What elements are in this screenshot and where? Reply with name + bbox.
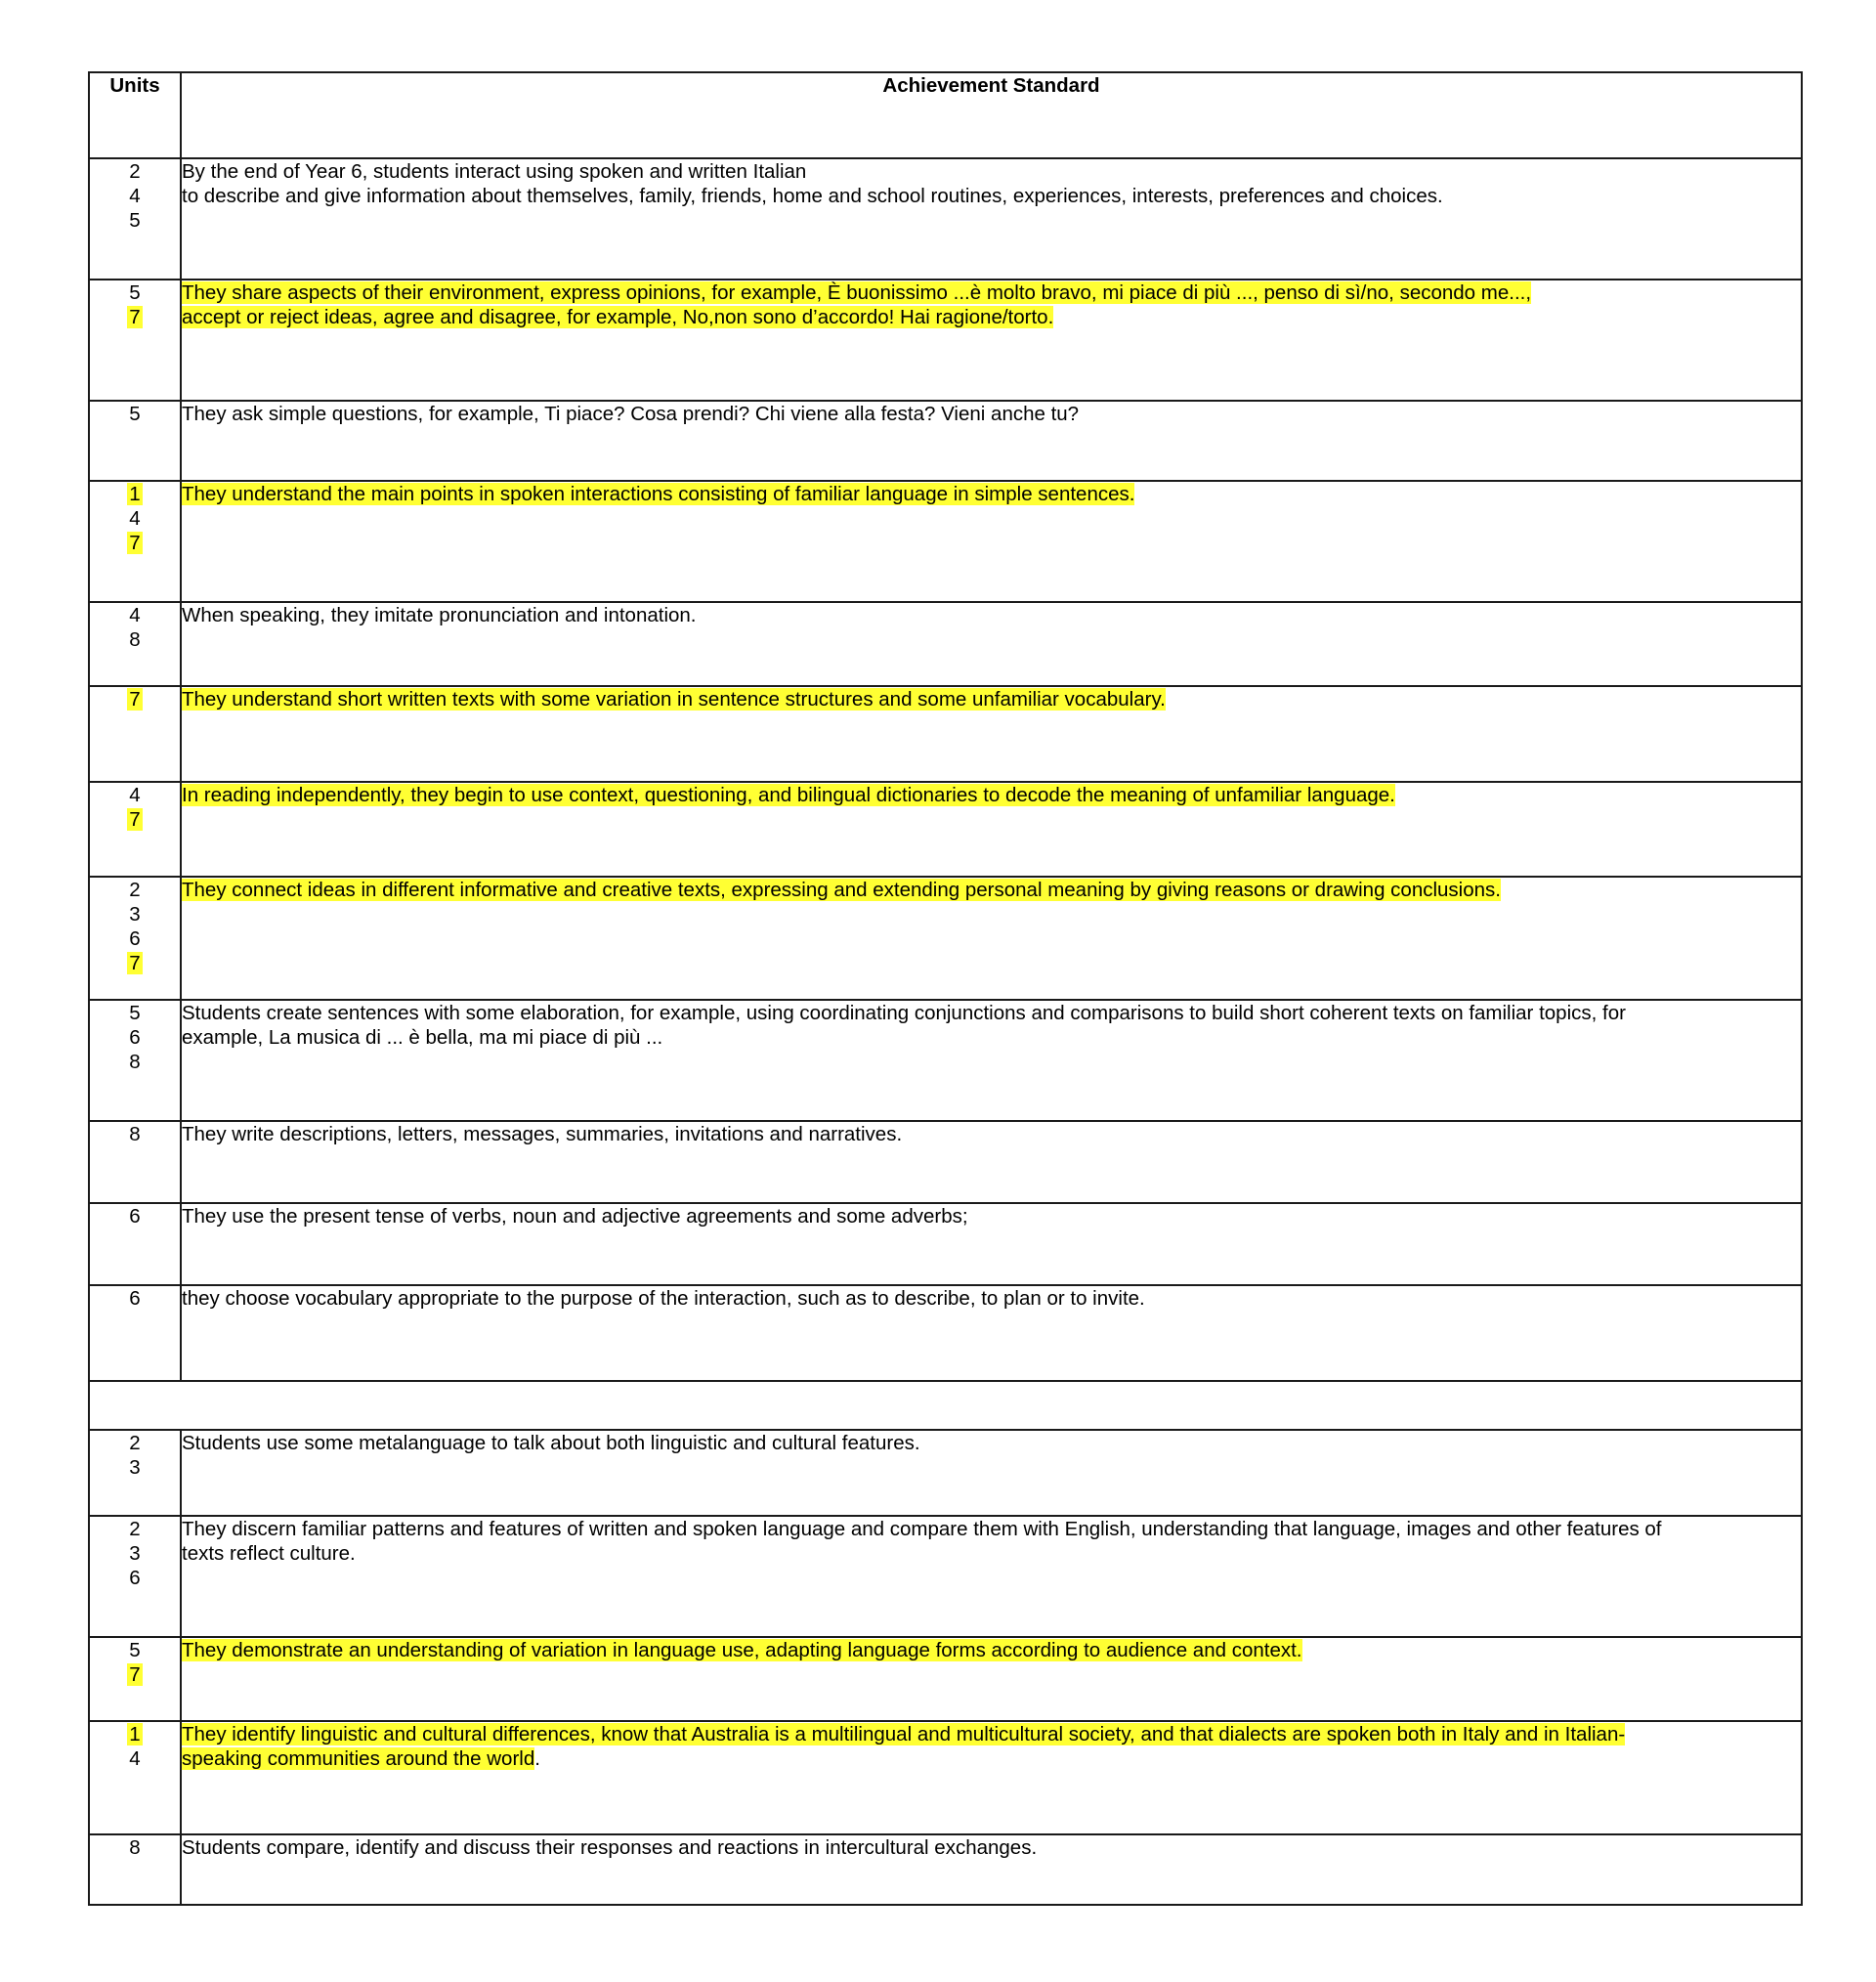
standard-cell <box>181 686 1802 782</box>
unit-number: 7 <box>129 952 141 974</box>
unit-number: 5 <box>129 1002 141 1024</box>
cropped-footer-text <box>972 1937 1578 1943</box>
table-row <box>89 877 1802 1000</box>
standard-text-line <box>182 1431 1801 1455</box>
units-cell <box>89 1285 181 1381</box>
table-row <box>89 1637 1802 1721</box>
unit-line <box>90 783 180 807</box>
units-cell <box>89 401 181 481</box>
unit-line <box>90 902 180 926</box>
standard-text: They ask simple questions, for example, Ti piace? Cosa prendi? Chi viene alla festa? Vieni anche tu? <box>182 403 1080 425</box>
standard-text-line <box>182 1025 1801 1050</box>
table-row <box>89 782 1802 877</box>
units-cell <box>89 1834 181 1905</box>
standard-text: texts reflect culture. <box>182 1542 356 1565</box>
unit-line <box>90 1835 180 1860</box>
standard-cell <box>181 280 1802 401</box>
standard-cell <box>181 1285 1802 1381</box>
standard-text: They understand short written texts with some variation in sentence structures and some unfamiliar vocabulary. <box>182 688 1166 711</box>
standard-text-line <box>182 1541 1801 1566</box>
standard-cell <box>181 1430 1802 1516</box>
unit-number: 2 <box>129 160 141 183</box>
standard-text: They discern familiar patterns and features of written and spoken language and compare them with English, understanding that language, images and other features of <box>182 1518 1662 1540</box>
unit-number: 2 <box>129 1432 141 1454</box>
standard-text-line <box>182 1638 1801 1662</box>
unit-line <box>90 1746 180 1771</box>
header-row <box>89 72 1802 158</box>
standard-text: accept or reject ideas, agree and disagree, for example, No,non sono d’accordo! Hai ragione/torto. <box>182 306 1054 328</box>
unit-line <box>90 687 180 711</box>
unit-line <box>90 1517 180 1541</box>
standard-cell <box>181 1121 1802 1203</box>
unit-line <box>90 603 180 627</box>
unit-line <box>90 1204 180 1228</box>
standard-text: They use the present tense of verbs, noun and adjective agreements and some adverbs; <box>182 1205 968 1228</box>
unit-number: 6 <box>129 1205 141 1228</box>
units-cell <box>89 1430 181 1516</box>
table-row <box>89 686 1802 782</box>
units-cell <box>89 158 181 280</box>
table-row <box>89 481 1802 602</box>
standard-text: Students use some metalanguage to talk about both linguistic and cultural features. <box>182 1432 920 1454</box>
standard-text-line <box>182 402 1801 426</box>
table-row <box>89 1834 1802 1905</box>
unit-line <box>90 1722 180 1746</box>
unit-line <box>90 482 180 506</box>
standard-text: In reading independently, they begin to use context, questioning, and bilingual dictionaries to decode the meaning of unfamiliar language. <box>182 784 1395 806</box>
units-cell <box>89 481 181 602</box>
unit-number: 7 <box>129 1663 141 1686</box>
standard-text: They demonstrate an understanding of variation in language use, adapting language forms according to audience and context. <box>182 1639 1302 1661</box>
unit-number: 5 <box>129 281 141 304</box>
standard-text: By the end of Year 6, students interact using spoken and written Italian <box>182 160 807 183</box>
unit-line <box>90 208 180 233</box>
standard-text-line <box>182 1122 1801 1146</box>
standard-text: Students compare, identify and discuss their responses and reactions in intercultural exchanges. <box>182 1836 1038 1859</box>
unit-line <box>90 1638 180 1662</box>
standard-text: They identify linguistic and cultural differences, know that Australia is a multilingual and multicultural society, and that dialects are spoken both in Italy and in Italian- <box>182 1723 1626 1745</box>
unit-line <box>90 1286 180 1311</box>
unit-line <box>90 402 180 426</box>
unit-line <box>90 531 180 555</box>
unit-number: 2 <box>129 1518 141 1540</box>
standard-cell <box>181 481 1802 602</box>
standard-text-line <box>182 1746 1801 1771</box>
units-cell <box>89 877 181 1000</box>
unit-line <box>90 159 180 184</box>
table-row <box>89 401 1802 481</box>
unit-number: 4 <box>129 784 141 806</box>
standard-cell <box>181 1000 1802 1121</box>
units-cell <box>89 1637 181 1721</box>
table-row <box>89 1516 1802 1637</box>
table-row <box>89 1721 1802 1834</box>
unit-number: 3 <box>129 1456 141 1479</box>
units-cell <box>89 1203 181 1285</box>
unit-number: 8 <box>129 628 141 651</box>
unit-number: 6 <box>129 1567 141 1589</box>
unit-line <box>90 305 180 329</box>
standard-text-line <box>182 184 1801 208</box>
units-cell <box>89 686 181 782</box>
standard-text: to describe and give information about themselves, family, friends, home and school routines, experiences, interests, preferences and choices. <box>182 185 1443 207</box>
standard-cell <box>181 877 1802 1000</box>
unit-line <box>90 878 180 902</box>
unit-number: 6 <box>129 1287 141 1310</box>
standard-text: They write descriptions, letters, messages, summaries, invitations and narratives. <box>182 1123 903 1145</box>
units-cell <box>89 1000 181 1121</box>
standard-text: When speaking, they imitate pronunciation and intonation. <box>182 604 697 626</box>
unit-number: 8 <box>129 1836 141 1859</box>
units-cell <box>89 1516 181 1637</box>
table-body <box>89 158 1802 1905</box>
unit-number: 1 <box>129 1723 141 1745</box>
unit-line <box>90 807 180 832</box>
unit-line <box>90 926 180 951</box>
spacer-row <box>89 1381 1802 1430</box>
unit-line <box>90 1001 180 1025</box>
units-column-header: Units <box>89 72 181 158</box>
unit-number: 3 <box>129 1542 141 1565</box>
standard-text-line <box>182 482 1801 506</box>
standard-text: They connect ideas in different informative and creative texts, expressing and extending personal meaning by giving reasons or drawing conclusions. <box>182 879 1501 901</box>
standard-cell <box>181 1203 1802 1285</box>
unit-number: 5 <box>129 209 141 232</box>
standard-text-line <box>182 878 1801 902</box>
unit-number: 1 <box>129 483 141 505</box>
achievement-standard-table <box>88 71 1803 1906</box>
unit-line <box>90 1566 180 1590</box>
unit-number: 7 <box>129 306 141 328</box>
standard-text-line <box>182 687 1801 711</box>
unit-line <box>90 280 180 305</box>
unit-line <box>90 1541 180 1566</box>
standard-cell <box>181 158 1802 280</box>
table-row <box>89 1121 1802 1203</box>
unit-number: 5 <box>129 1639 141 1661</box>
table-row <box>89 1430 1802 1516</box>
standard-text-line <box>182 1286 1801 1311</box>
unit-line <box>90 1050 180 1074</box>
standard-text: they choose vocabulary appropriate to the purpose of the interaction, such as to describe, to plan or to invite. <box>182 1287 1145 1310</box>
achievement-standard-column-header: Achievement Standard <box>181 72 1802 158</box>
unit-number: 8 <box>129 1051 141 1073</box>
unit-number: 2 <box>129 879 141 901</box>
standard-text-line <box>182 305 1801 329</box>
unit-line <box>90 951 180 975</box>
unit-number: 7 <box>129 688 141 711</box>
standard-text-line <box>182 1001 1801 1025</box>
standard-cell <box>181 602 1802 686</box>
unit-line <box>90 506 180 531</box>
standard-text-line <box>182 1722 1801 1746</box>
standard-text: They share aspects of their environment, express opinions, for example, È buonissimo ...è molto bravo, mi piace di più ..., penso di sì/no, secondo me..., <box>182 281 1532 304</box>
standard-text-line <box>182 1204 1801 1228</box>
standard-text-tail: . <box>534 1747 540 1770</box>
units-cell <box>89 782 181 877</box>
table-row <box>89 602 1802 686</box>
standard-text-line <box>182 159 1801 184</box>
standard-text: speaking communities around the world <box>182 1747 535 1770</box>
unit-line <box>90 627 180 652</box>
unit-number: 4 <box>129 1747 141 1770</box>
table-row <box>89 1000 1802 1121</box>
standard-text: Students create sentences with some elaboration, for example, using coordinating conjunctions and comparisons to build short coherent texts on familiar topics, for <box>182 1002 1626 1024</box>
standard-text-line <box>182 1517 1801 1541</box>
standard-text-line <box>182 603 1801 627</box>
unit-number: 5 <box>129 403 141 425</box>
standard-text: example, La musica di ... è bella, ma mi piace di più ... <box>182 1026 663 1049</box>
unit-number: 4 <box>129 507 141 530</box>
units-cell <box>89 602 181 686</box>
table-row <box>89 1285 1802 1381</box>
unit-number: 6 <box>129 1026 141 1049</box>
unit-line <box>90 184 180 208</box>
table-row <box>89 158 1802 280</box>
unit-number: 7 <box>129 808 141 831</box>
unit-line <box>90 1431 180 1455</box>
standard-cell <box>181 782 1802 877</box>
spacer-cell <box>89 1381 1802 1430</box>
standard-cell <box>181 1516 1802 1637</box>
unit-number: 4 <box>129 185 141 207</box>
standard-text-line <box>182 1835 1801 1860</box>
standard-cell <box>181 1637 1802 1721</box>
standard-text: They understand the main points in spoken interactions consisting of familiar language in simple sentences. <box>182 483 1135 505</box>
standard-text-line <box>182 280 1801 305</box>
unit-number: 6 <box>129 927 141 950</box>
unit-line <box>90 1122 180 1146</box>
standard-text-line <box>182 783 1801 807</box>
standard-cell <box>181 401 1802 481</box>
unit-number: 7 <box>129 532 141 554</box>
unit-number: 8 <box>129 1123 141 1145</box>
unit-number: 3 <box>129 903 141 926</box>
unit-line <box>90 1455 180 1480</box>
table-row <box>89 280 1802 401</box>
standard-cell <box>181 1721 1802 1834</box>
unit-line <box>90 1025 180 1050</box>
units-cell <box>89 1121 181 1203</box>
unit-number: 4 <box>129 604 141 626</box>
unit-line <box>90 1662 180 1687</box>
standard-cell <box>181 1834 1802 1905</box>
units-cell <box>89 1721 181 1834</box>
table-row <box>89 1203 1802 1285</box>
units-cell <box>89 280 181 401</box>
